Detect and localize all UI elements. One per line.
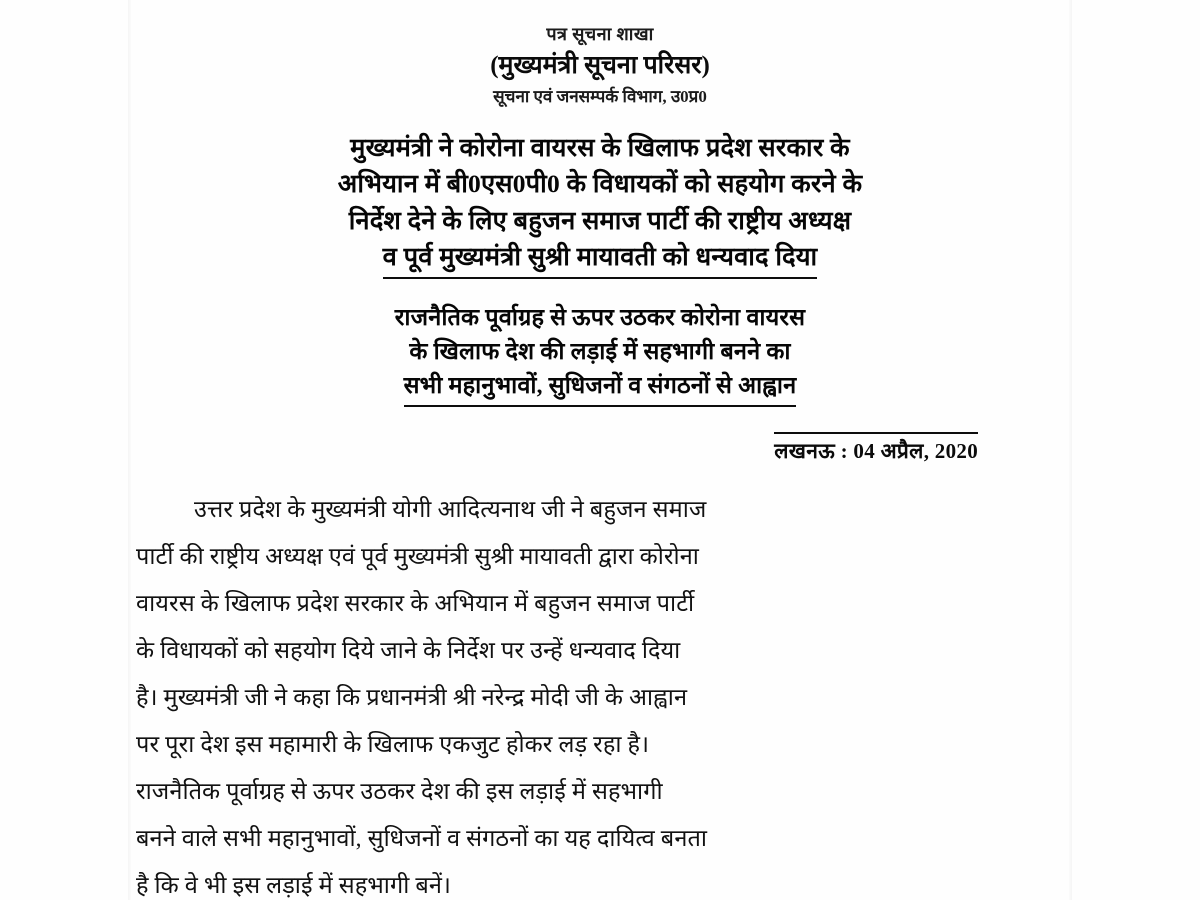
masthead-office: (मुख्यमंत्री सूचना परिसर) [490,52,710,80]
masthead [130,0,1070,109]
masthead-branch: पत्र सूचना शाखा [546,24,654,44]
body-line: राजनैतिक पूर्वाग्रह से ऊपर उठकर देश की इस लड़ाई में सहभागी [136,779,663,806]
dateline-row [130,432,1070,465]
body-line: है कि वे भी इस लड़ाई में सहभागी बनें। [136,873,452,900]
dateline: लखनऊ : 04 अप्रैल, 2020 [774,432,978,465]
body-line: पर पूरा देश इस महामारी के खिलाफ एकजुट होकर लड़ रहा है। [136,732,650,759]
document-content [130,0,1070,900]
body-line: है। मुख्यमंत्री जी ने कहा कि प्रधानमंत्री श्री नरेन्द्र मोदी जी के आह्वान [136,685,688,712]
headline-primary [130,130,1070,279]
body-line: बनने वाले सभी महानुभावों, सुधिजनों व संगठनों का यह दायित्व बनता [136,826,708,853]
headline-primary-line-1: मुख्यमंत्री ने कोरोना वायरस के खिलाफ प्रदेश सरकार के [350,133,850,163]
headline-secondary-line-3: सभी महानुभावों, सुधिजनों व संगठनों से आह्वान [404,369,797,407]
headline-secondary [130,301,1070,407]
body-line: के विधायकों को सहयोग दिये जाने के निर्देश पर उन्हें धन्यवाद दिया [136,638,681,665]
body-line: पार्टी की राष्ट्रीय अध्यक्ष एवं पूर्व मुख्यमंत्री सुश्री मायावती द्वारा कोरोना [136,544,699,571]
headline-secondary-line-1: राजनैतिक पूर्वाग्रह से ऊपर उठकर कोरोना वायरस [394,305,806,332]
body-line: वायरस के खिलाफ प्रदेश सरकार के अभियान में बहुजन समाज पार्टी [136,591,695,618]
headline-primary-line-4: व पूर्व मुख्यमंत्री सुश्री मायावती को धन्यवाद दिया [383,239,818,279]
headline-secondary-line-2: के खिलाफ देश की लड़ाई में सहभागी बनने का [409,339,791,366]
headline-primary-line-2: अभियान में बी0एस0पी0 के विधायकों को सहयोग करने के [337,169,863,199]
headline-primary-line-3: निर्देश देने के लिए बहुजन समाज पार्टी की राष्ट्रीय अध्यक्ष [348,205,852,235]
body-line: उत्तर प्रदेश के मुख्यमंत्री योगी आदित्यनाथ जी ने बहुजन समाज [194,497,707,524]
masthead-department: सूचना एवं जनसम्पर्क विभाग, उ0प्र0 [493,87,707,107]
body-paragraph [130,487,1070,910]
